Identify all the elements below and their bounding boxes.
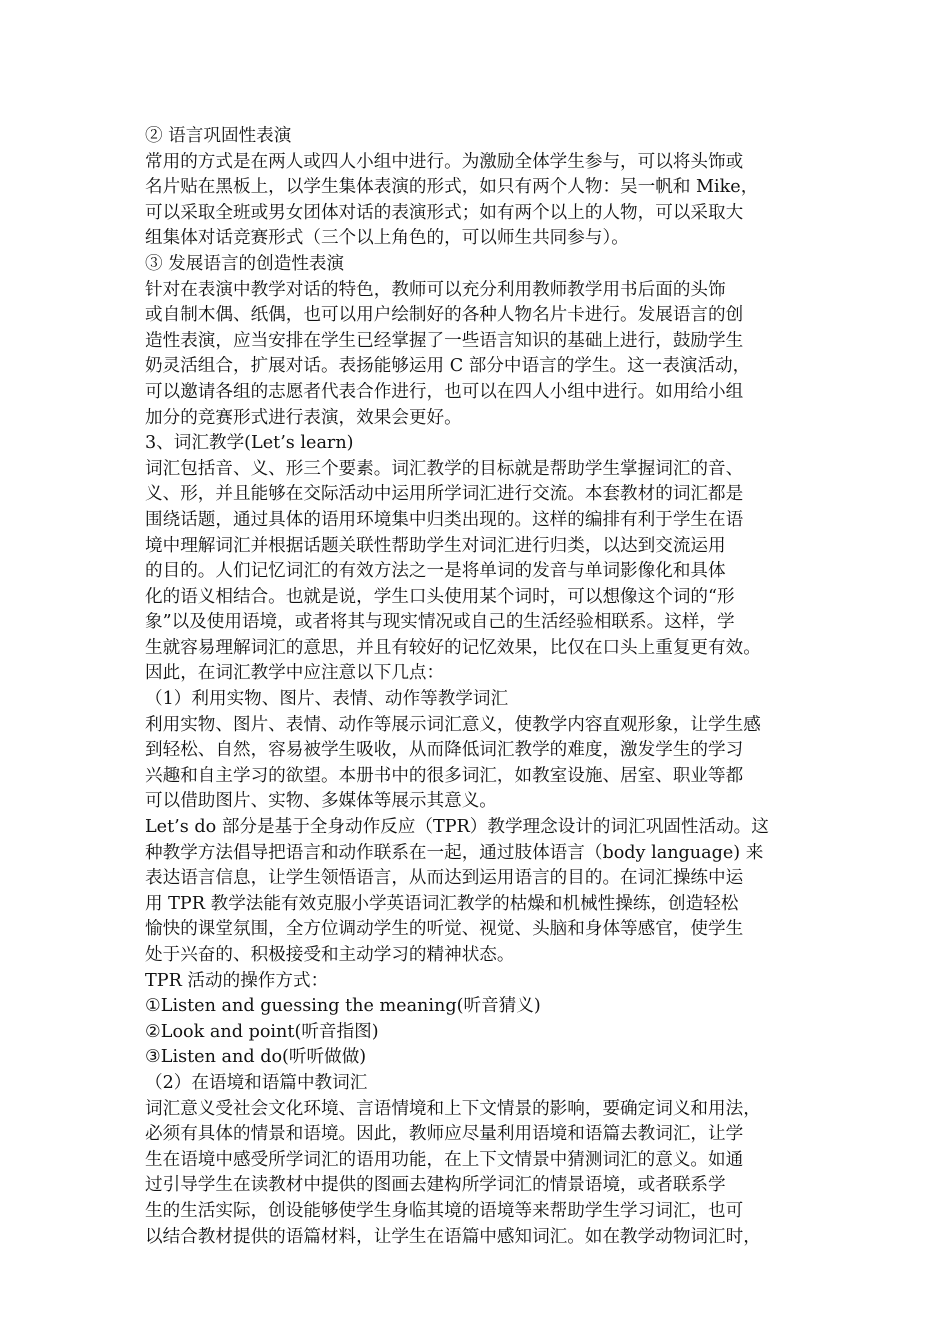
paragraph-line: 用 TPR 教学法能有效克服小学英语词汇教学的枯燥和机械性操练，创造轻松 xyxy=(145,893,739,914)
paragraph-line: 表达语言信息，让学生领悟语言，从而达到运用语言的目的。在词汇操练中运 xyxy=(145,868,744,889)
paragraph-line: Let’s do 部分是基于全身动作反应（TPR）教学理念设计的词汇巩固性活动。这 xyxy=(145,817,769,838)
paragraph-line: 名片贴在黑板上，以学生集体表演的形式，如只有两个人物：吴一帆和 Mike， xyxy=(145,177,759,198)
subheading-realia-pictures: （1）利用实物、图片、表情、动作等教学词汇 xyxy=(145,689,509,710)
list-item: ②Look and point(听音指图) xyxy=(145,1021,379,1042)
paragraph-line: 以结合教材提供的语篇材料，让学生在语篇中感知词汇。如在教学动物词汇时， xyxy=(145,1226,761,1247)
paragraph-line: 常用的方式是在两人或四人小组中进行。为激励全体学生参与，可以将头饰或 xyxy=(145,151,744,172)
paragraph-line: 词汇意义受社会文化环境、言语情境和上下文情景的影响，要确定词义和用法， xyxy=(145,1098,761,1119)
heading-creative-performance: ③ 发展语言的创造性表演 xyxy=(145,253,345,274)
paragraph-line: 生在语境中感受所学词汇的语用功能，在上下文情景中猜测词汇的意义。如通 xyxy=(145,1149,744,1170)
paragraph-line: 化的语义相结合。也就是说，学生口头使用某个词时，可以想像这个词的“形 xyxy=(145,586,735,607)
paragraph-line: 或自制木偶、纸偶，也可以用户绘制好的各种人物名片卡进行。发展语言的创 xyxy=(145,305,744,326)
paragraph-line: 义、形，并且能够在交际活动中运用所学词汇进行交流。本套教材的词汇都是 xyxy=(145,484,744,505)
list-item: ①Listen and guessing the meaning(听音猜义) xyxy=(145,996,541,1017)
subheading-context-discourse: （2）在语境和语篇中教词汇 xyxy=(145,1072,368,1093)
tpr-methods-heading: TPR 活动的操作方式： xyxy=(145,970,329,991)
paragraph-line: 奶灵活组合，扩展对话。表扬能够运用 C 部分中语言的学生。这一表演活动， xyxy=(145,356,751,377)
paragraph-line: 可以邀请各组的志愿者代表合作进行，也可以在四人小组中进行。如用给小组 xyxy=(145,381,744,402)
paragraph-line: 必须有具体的情景和语境。因此，教师应尽量利用语境和语篇去教词汇，让学 xyxy=(145,1124,744,1145)
paragraph-line: 围绕话题，通过具体的语用环境集中归类出现的。这样的编排有利于学生在语 xyxy=(145,509,744,530)
paragraph-line: 造性表演，应当安排在学生已经掌握了一些语言知识的基础上进行，鼓励学生 xyxy=(145,330,744,351)
paragraph-line: 愉快的课堂氛围，全方位调动学生的听觉、视觉、头脑和身体等感官，使学生 xyxy=(145,919,744,940)
section-heading-vocabulary: 3、词汇教学(Let’s learn) xyxy=(145,433,354,454)
paragraph-line: 种教学方法倡导把语言和动作联系在一起，通过肢体语言（body language) 来 xyxy=(145,842,764,863)
paragraph-line: 生就容易理解词汇的意思，并且有较好的记忆效果，比仅在口头上重复更有效。 xyxy=(145,637,761,658)
paragraph-line: 到轻松、自然，容易被学生吸收，从而降低词汇教学的难度，激发学生的学习 xyxy=(145,740,744,761)
heading-consolidation-performance: ② 语言巩固性表演 xyxy=(145,126,292,146)
paragraph-line: 境中理解词汇并根据话题关联性帮助学生对词汇进行归类，以达到交流运用 xyxy=(145,535,726,556)
paragraph-line: 加分的竞赛形式进行表演，效果会更好。 xyxy=(145,407,462,428)
paragraph-line: 的目的。人们记忆词汇的有效方法之一是将单词的发音与单词影像化和具体 xyxy=(145,561,726,582)
document-body xyxy=(145,124,820,1250)
paragraph-line: 组集体对话竞赛形式（三个以上角色的，可以师生共同参与）。 xyxy=(145,228,629,249)
paragraph-line: 可以采取全班或男女团体对话的表演形式；如有两个以上的人物，可以采取大 xyxy=(145,202,744,223)
list-item: ③Listen and do(听听做做) xyxy=(145,1047,367,1068)
paragraph-line: 词汇包括音、义、形三个要素。词汇教学的目标就是帮助学生掌握词汇的音、 xyxy=(145,458,744,479)
paragraph-line: 过引导学生在读教材中提供的图画去建构所学词汇的情景语境，或者联系学 xyxy=(145,1175,726,1196)
paragraph-line: 可以借助图片、实物、多媒体等展示其意义。 xyxy=(145,791,497,812)
paragraph-line: 处于兴奋的、积极接受和主动学习的精神状态。 xyxy=(145,945,515,965)
paragraph-line: 针对在表演中教学对话的特色，教师可以充分利用教师教学用书后面的头饰 xyxy=(145,279,726,300)
paragraph-line: 象”以及使用语境，或者将其与现实情况或自己的生活经验相联系。这样，学 xyxy=(145,612,735,633)
paragraph-line: 利用实物、图片、表情、动作等展示词汇意义，使教学内容直观形象，让学生感 xyxy=(145,714,761,735)
paragraph-line: 生的生活实际，创设能够使学生身临其境的语境等来帮助学生学习词汇，也可 xyxy=(145,1200,744,1221)
paragraph-line: 因此，在词汇教学中应注意以下几点： xyxy=(145,663,445,684)
paragraph-line: 兴趣和自主学习的欲望。本册书中的很多词汇，如教室设施、居室、职业等都 xyxy=(145,765,744,786)
